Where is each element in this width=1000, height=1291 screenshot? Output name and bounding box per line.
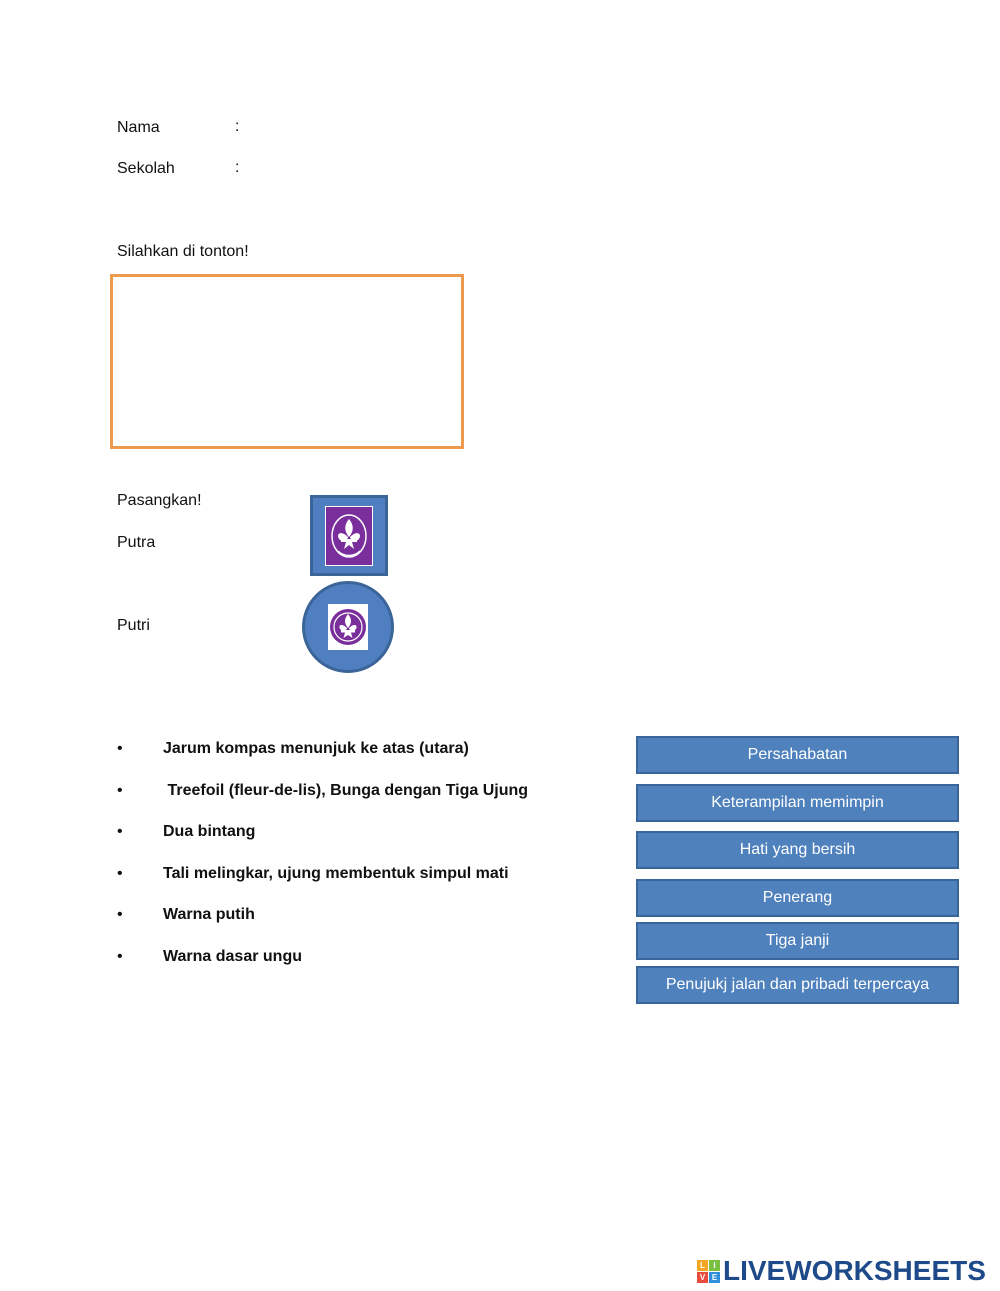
name-label: Nama (117, 119, 160, 136)
logo-tile: V (697, 1272, 708, 1283)
bullet-icon: • (117, 948, 123, 965)
list-item-text: Jarum kompas menunjuk ke atas (utara) (163, 740, 469, 757)
list-item (117, 865, 509, 883)
putra-badge[interactable] (310, 495, 388, 576)
list-item-text: Warna dasar ungu (163, 948, 302, 965)
option-penunjuk-jalan[interactable]: Penujukj jalan dan pribadi terpercaya (636, 966, 959, 1004)
list-item (117, 823, 255, 841)
list-item (117, 906, 255, 924)
bullet-icon: • (117, 906, 123, 923)
list-item-text: Warna putih (163, 906, 255, 923)
list-item (117, 782, 528, 800)
list-item-text: Dua bintang (163, 823, 256, 840)
list-item (117, 948, 302, 966)
putri-label: Putri (117, 617, 150, 634)
logo-tile: E (709, 1272, 720, 1283)
option-keterampilan-memimpin[interactable]: Keterampilan memimpin (636, 784, 959, 822)
option-penerang[interactable]: Penerang (636, 879, 959, 917)
name-colon: : (235, 118, 240, 135)
school-colon: : (235, 159, 240, 176)
scout-emblem-icon (325, 506, 373, 566)
list-item-text: Treefoil (fleur-de-lis), Bunga dengan Tiga Ujung (163, 782, 529, 799)
putra-label: Putra (117, 534, 156, 551)
watch-instruction: Silahkan di tonton! (117, 243, 249, 260)
option-hati-yang-bersih[interactable]: Hati yang bersih (636, 831, 959, 869)
logo-tile: I (709, 1260, 720, 1271)
logo-tiles-icon (697, 1260, 720, 1283)
bullet-icon: • (117, 782, 123, 799)
bullet-icon: • (117, 865, 123, 882)
school-label: Sekolah (117, 160, 175, 177)
match-instruction: Pasangkan! (117, 492, 202, 509)
scout-emblem-round-icon (328, 604, 368, 650)
option-tiga-janji[interactable]: Tiga janji (636, 922, 959, 960)
video-frame[interactable] (110, 274, 464, 449)
logo-text: LIVEWORKSHEETS (723, 1255, 986, 1286)
logo-tile: L (697, 1260, 708, 1271)
bullet-icon: • (117, 740, 123, 757)
option-persahabatan[interactable]: Persahabatan (636, 736, 959, 774)
putri-badge[interactable] (302, 581, 394, 673)
list-item (117, 740, 469, 758)
list-item-text: Tali melingkar, ujung membentuk simpul mati (163, 865, 509, 882)
bullet-icon: • (117, 823, 123, 840)
liveworksheets-logo (697, 1255, 986, 1287)
